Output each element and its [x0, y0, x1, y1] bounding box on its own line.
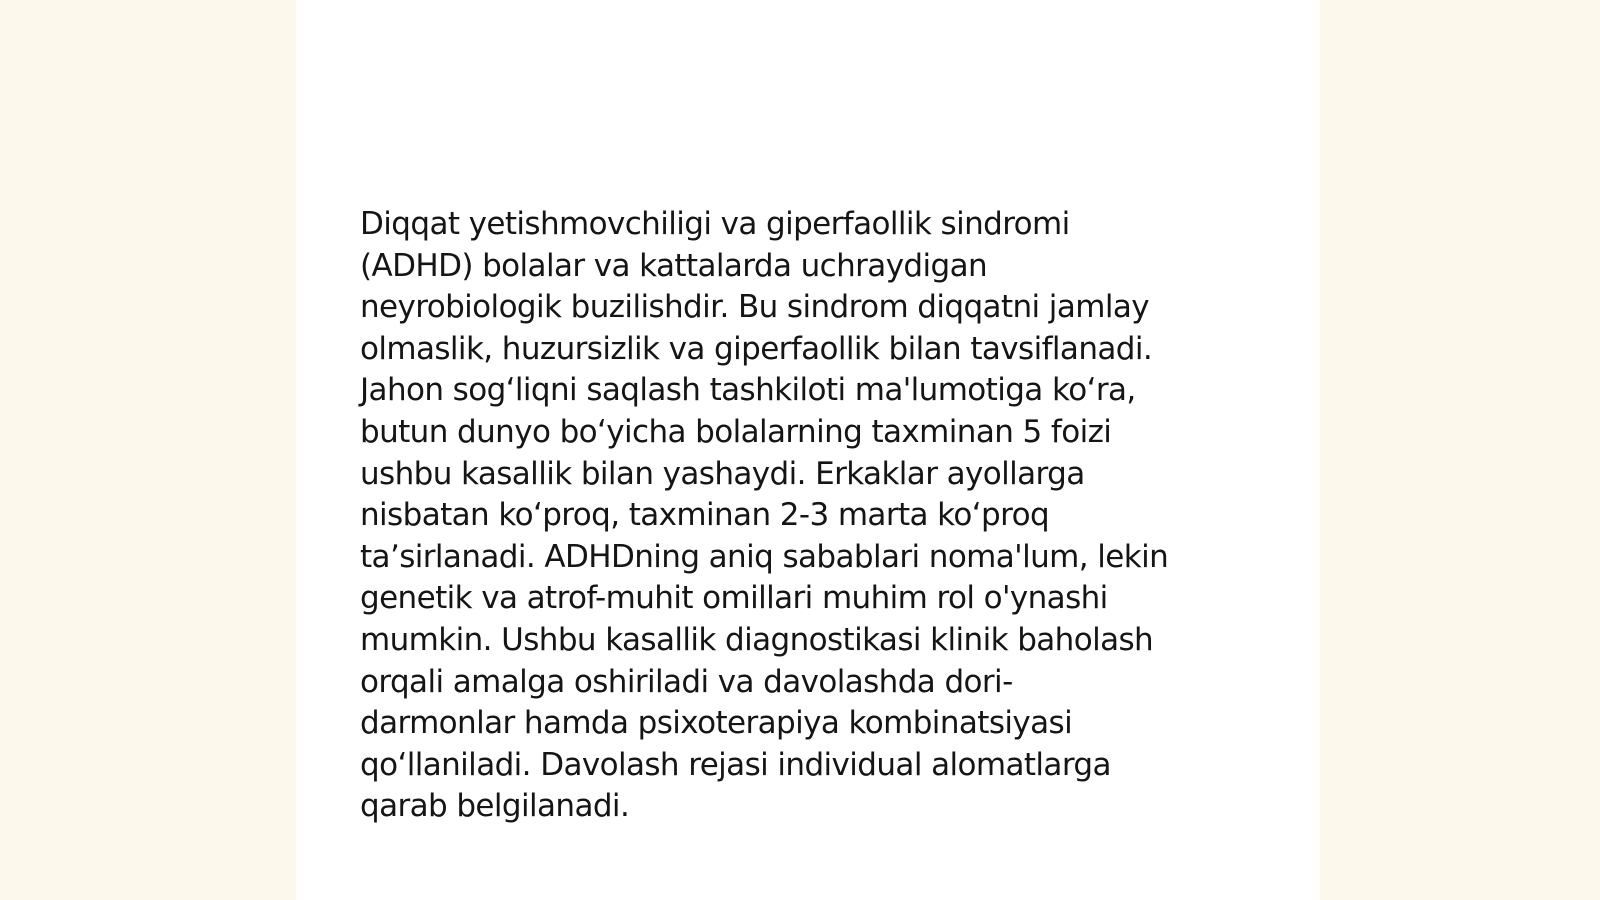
document-page — [296, 0, 1320, 900]
body-paragraph: Diqqat yetishmovchiligi va giperfaollik sindromi (ADHD) bolalar va kattalarda uchraydigan neyrobiologik buzilishdir. Bu sindrom diqqatni jamlay olmaslik, huzursizlik va giperfaollik bilan tavsiflanadi. Jahon sog‘liqni saqlash tashkiloti ma'lumotiga ko‘ra, butun dunyo bo‘yicha bolalarning taxminan 5 foizi ushbu kasallik bilan yashaydi. Erkaklar ayollarga nisbatan ko‘proq, taxminan 2-3 marta ko‘proq ta’sirlanadi. ADHDning aniq sabablari noma'lum, lekin genetik va atrof-muhit omillari muhim rol o'ynashi mumkin. Ushbu kasallik diagnostikasi klinik baholash orqali amalga oshiriladi va davolashda dori- darmonlar hamda psixoterapiya kombinatsiyasi qo‘llaniladi. Davolash rejasi individual alomatlarga qarab belgilanadi. — [360, 206, 1169, 825]
